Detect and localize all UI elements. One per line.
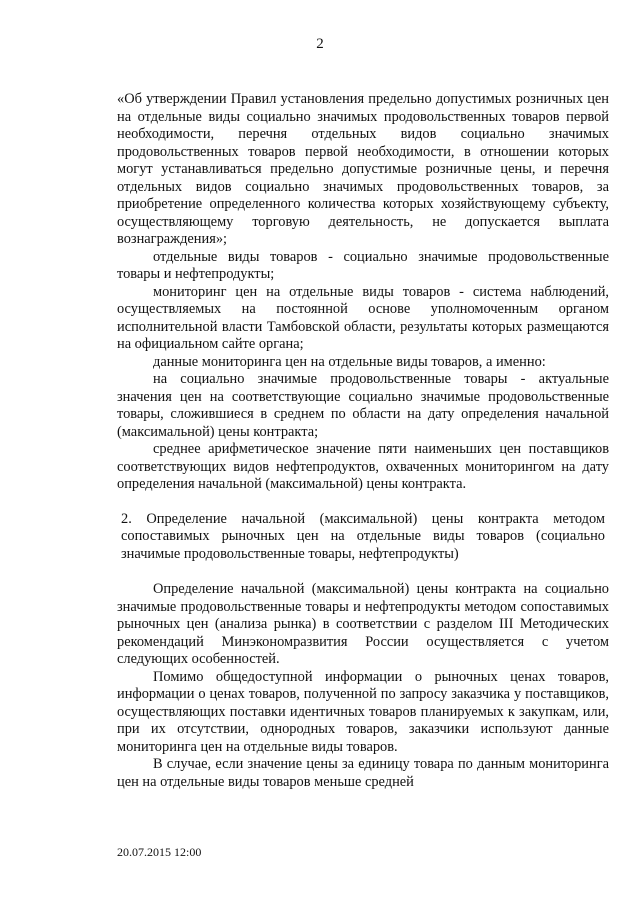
paragraph-definition-goods: отдельные виды товаров - социально значимые продовольственные товары и нефтепродукты;	[117, 248, 609, 282]
spacer	[117, 494, 609, 511]
paragraph-definition-monitoring: мониторинг цен на отдельные виды товаров - система наблюдений, осуществляемых на постоянной основе уполномоченным органом исполнительной власти Тамбовской области, результаты которых размещаются на официальном сайте органа;	[117, 283, 609, 352]
paragraph-food-prices: на социально значимые продовольственные товары - актуальные значения цен на соответствующие социально значимые продовольственные товары, сложившиеся в среднем по области на дату определения начальной (максимальной) цены контракта;	[117, 371, 609, 440]
paragraph-price-comparison: В случае, если значение цены за единицу товара по данным мониторинга цен на отдельные виды товаров меньше средней	[117, 756, 609, 790]
paragraph-information-sources: Помимо общедоступной информации о рыночных ценах товаров, информации о ценах товаров, полученной по запросу заказчика у поставщиков, осуществляющих поставки идентичных товаров планируемых к закупкам, или, при их отсутствии, однородных товаров, заказчики используют данные мониторинга цен на отдельные виды товаров.	[117, 668, 609, 755]
paragraph-method-definition: Определение начальной (максимальной) цены контракта на социально значимые продовольственные товары и нефтепродукты методом сопоставимых рыночных цен (анализа рынка) в соответствии с разделом III Методических рекомендаций Минэкономразвития России осуществляется с учетом следующих особенностей.	[117, 581, 609, 667]
page-number: 2	[316, 36, 324, 52]
footer-timestamp: 20.07.2015 12:00	[117, 845, 202, 859]
paragraph-regulation-title: «Об утверждении Правил установления предельно допустимых розничных цен на отдельные виды социально значимых продовольственных товаров первой необходимости, перечня отдельных видов социально значимых продовольственных товаров первой необходимости, в отношении которых могут устанавливаться предельно допустимые розничные цены, и перечня отдельных видов социально значимых продовольственных товаров, за приобретение определенного количества которых хозяйствующему субъекту, осуществляющему торговую деятельность, не допускается выплата вознаграждения»;	[117, 91, 609, 247]
document-body	[117, 91, 609, 791]
paragraph-fuel-prices: среднее арифметическое значение пяти наименьших цен поставщиков соответствующих видов нефтепродуктов, охваченных мониторингом на дату определения начальной (максимальной) цены контракта.	[117, 441, 609, 492]
spacer	[117, 563, 609, 581]
section-heading: 2. Определение начальной (максимальной) цены контракта методом сопоставимых рыночных цен на отдельные виды товаров (социально значимые продовольственные товары, нефтепродукты)	[121, 510, 605, 562]
paragraph-monitoring-data: данные мониторинга цен на отдельные виды товаров, а именно:	[153, 353, 546, 370]
